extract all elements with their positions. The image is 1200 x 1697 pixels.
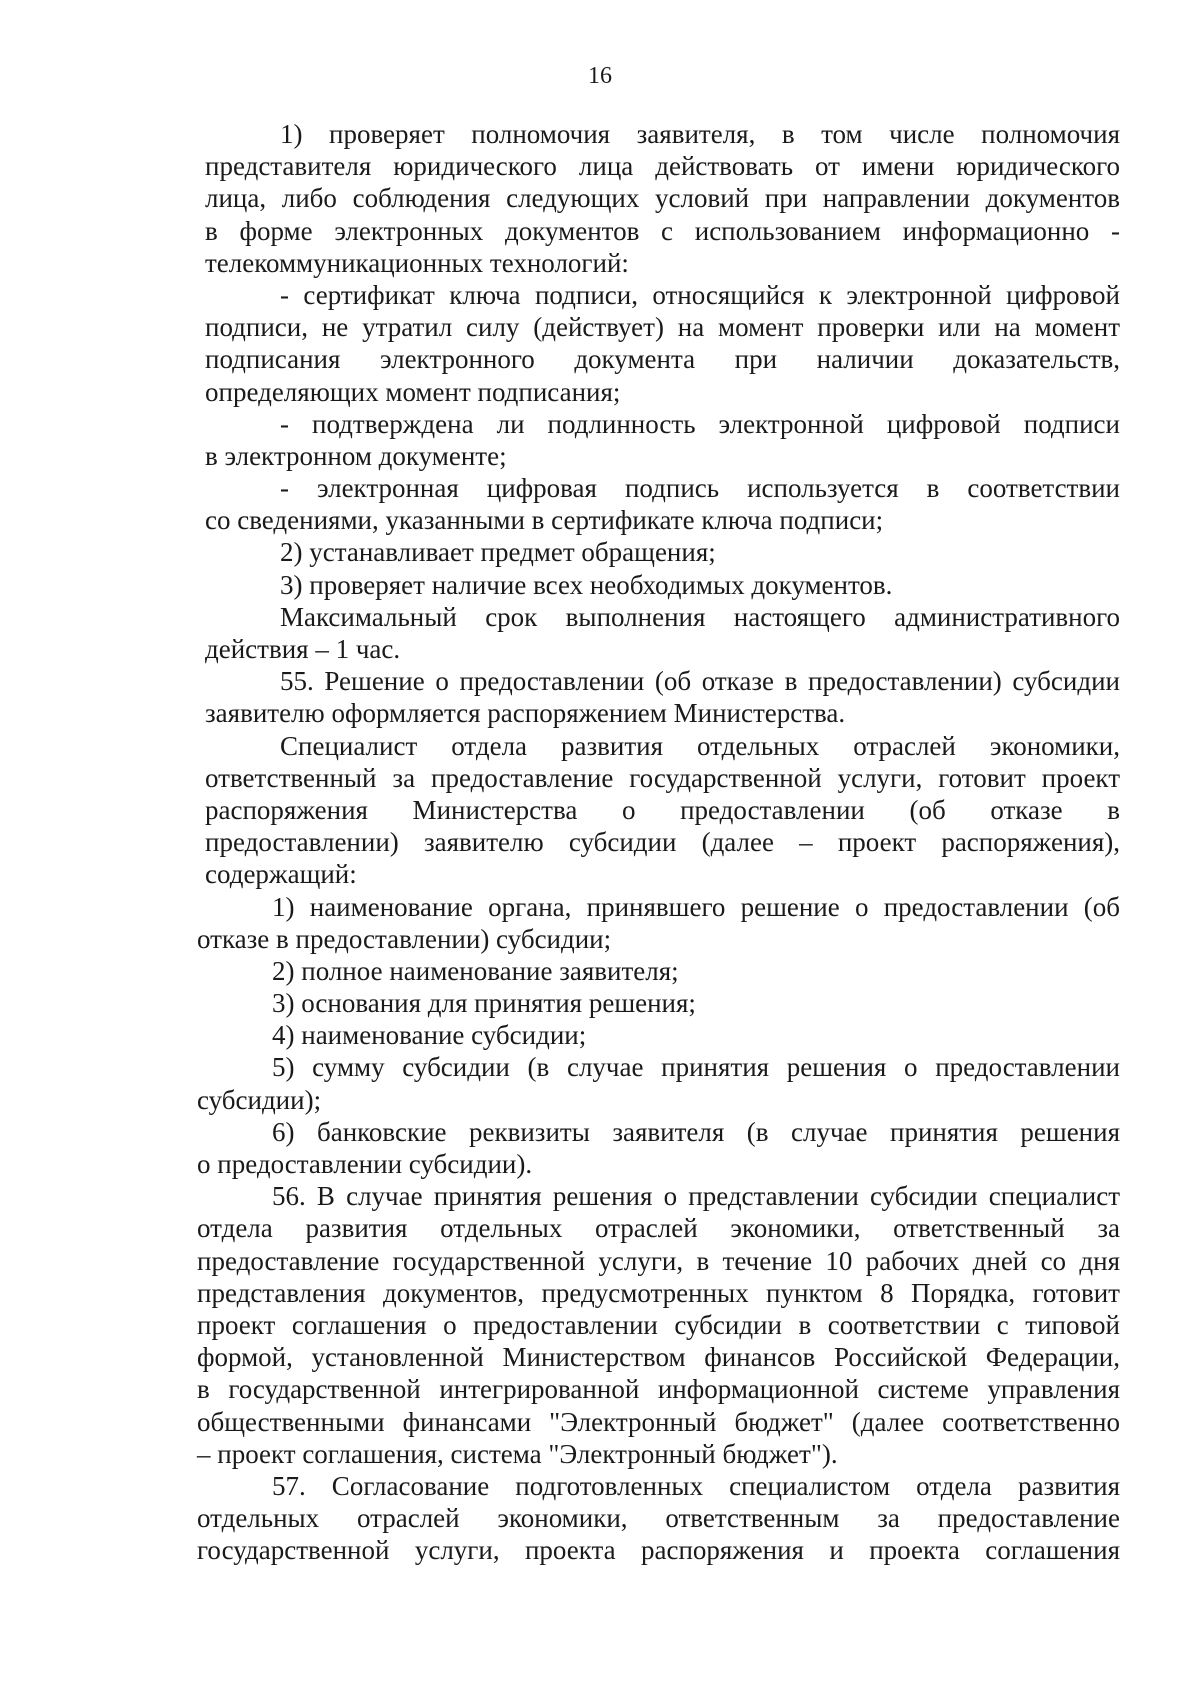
text-line: формой, установленной Министерством финансов Российской Федерации, <box>197 1342 1120 1373</box>
text-line: 1) проверяет полномочия заявителя, в том числе полномочия <box>280 119 1120 149</box>
text-line: - электронная цифровая подпись используется в соответствии <box>280 473 1120 504</box>
text-line: 57. Согласование подготовленных специалистом отдела развития <box>272 1470 1120 1501</box>
text-line: 2) полное наименование заявителя; <box>272 955 679 986</box>
text-line: 4) наименование субсидии; <box>272 1020 587 1051</box>
text-line: отказе в предоставлении) субсидии; <box>197 923 612 954</box>
text-line: государственной услуги, проекта распоряжения и проекта соглашения <box>197 1535 1120 1566</box>
text-line: 56. В случае принятия решения о представлении субсидии специалист <box>272 1181 1120 1212</box>
text-line: со сведениями, указанными в сертификате ключа подписи; <box>205 505 884 536</box>
text-line: содержащий: <box>205 859 357 890</box>
text-line: в государственной интегрированной информационной системе управления <box>197 1374 1120 1405</box>
text-line: подписания электронного документа при наличии доказательств, <box>205 344 1120 375</box>
text-line: субсидии); <box>197 1084 322 1115</box>
text-line: предоставление государственной услуги, в течение 10 рабочих дней со дня <box>197 1245 1120 1276</box>
text-line: о предоставлении субсидии). <box>197 1149 533 1179</box>
document-body <box>197 118 1120 1566</box>
text-line: - сертификат ключа подписи, относящийся к электронной цифровой <box>280 279 1120 310</box>
text-line: телекоммуникационных технологий: <box>205 247 629 278</box>
text-line: определяющих момент подписания; <box>205 376 621 407</box>
text-line: – проект соглашения, система "Электронный бюджет"). <box>197 1438 838 1469</box>
text-line: отдельных отраслей экономики, ответственным за предоставление <box>197 1503 1120 1534</box>
page-number: 16 <box>588 63 612 89</box>
text-line: предоставлении) заявителю субсидии (далее – проект распоряжения), <box>205 827 1120 858</box>
text-line: 2) устанавливает предмет обращения; <box>280 537 716 568</box>
text-line: - подтверждена ли подлинность электронной цифровой подписи <box>280 408 1120 439</box>
text-line: действия – 1 час. <box>205 634 401 664</box>
text-line: Специалист отдела развития отдельных отраслей экономики, <box>280 730 1120 761</box>
text-line: 3) проверяет наличие всех необходимых документов. <box>280 569 893 600</box>
text-line: 3) основания для принятия решения; <box>272 988 696 1019</box>
text-line: 55. Решение о предоставлении (об отказе в предоставлении) субсидии <box>280 666 1120 697</box>
text-line: лица, либо соблюдения следующих условий при направлении документов <box>205 183 1120 214</box>
text-line: заявителю оформляется распоряжением Министерства. <box>205 698 846 729</box>
text-line: отдела развития отдельных отраслей экономики, ответственный за <box>197 1213 1120 1244</box>
text-line: Максимальный срок выполнения настоящего административного <box>280 601 1120 632</box>
text-line: представления документов, предусмотренных пунктом 8 Порядка, готовит <box>197 1277 1120 1308</box>
text-line: подписи, не утратил силу (действует) на момент проверки или на момент <box>205 312 1120 343</box>
text-line: ответственный за предоставление государственной услуги, готовит проект <box>205 762 1120 793</box>
text-line: распоряжения Министерства о предоставлении (об отказе в <box>205 794 1120 825</box>
text-line: 6) банковские реквизиты заявителя (в случае принятия решения <box>272 1116 1120 1147</box>
text-line: общественными финансами "Электронный бюджет" (далее соответственно <box>197 1406 1120 1437</box>
text-line: 1) наименование органа, принявшего решение о предоставлении (об <box>272 891 1120 922</box>
text-line: в электронном документе; <box>205 440 507 471</box>
text-line: проект соглашения о предоставлении субсидии в соответствии с типовой <box>197 1309 1120 1340</box>
text-line: в форме электронных документов с использованием информационно - <box>205 215 1120 246</box>
text-line: 5) сумму субсидии (в случае принятия решения о предоставлении <box>272 1052 1120 1083</box>
text-line: представителя юридического лица действовать от имени юридического <box>205 151 1120 182</box>
